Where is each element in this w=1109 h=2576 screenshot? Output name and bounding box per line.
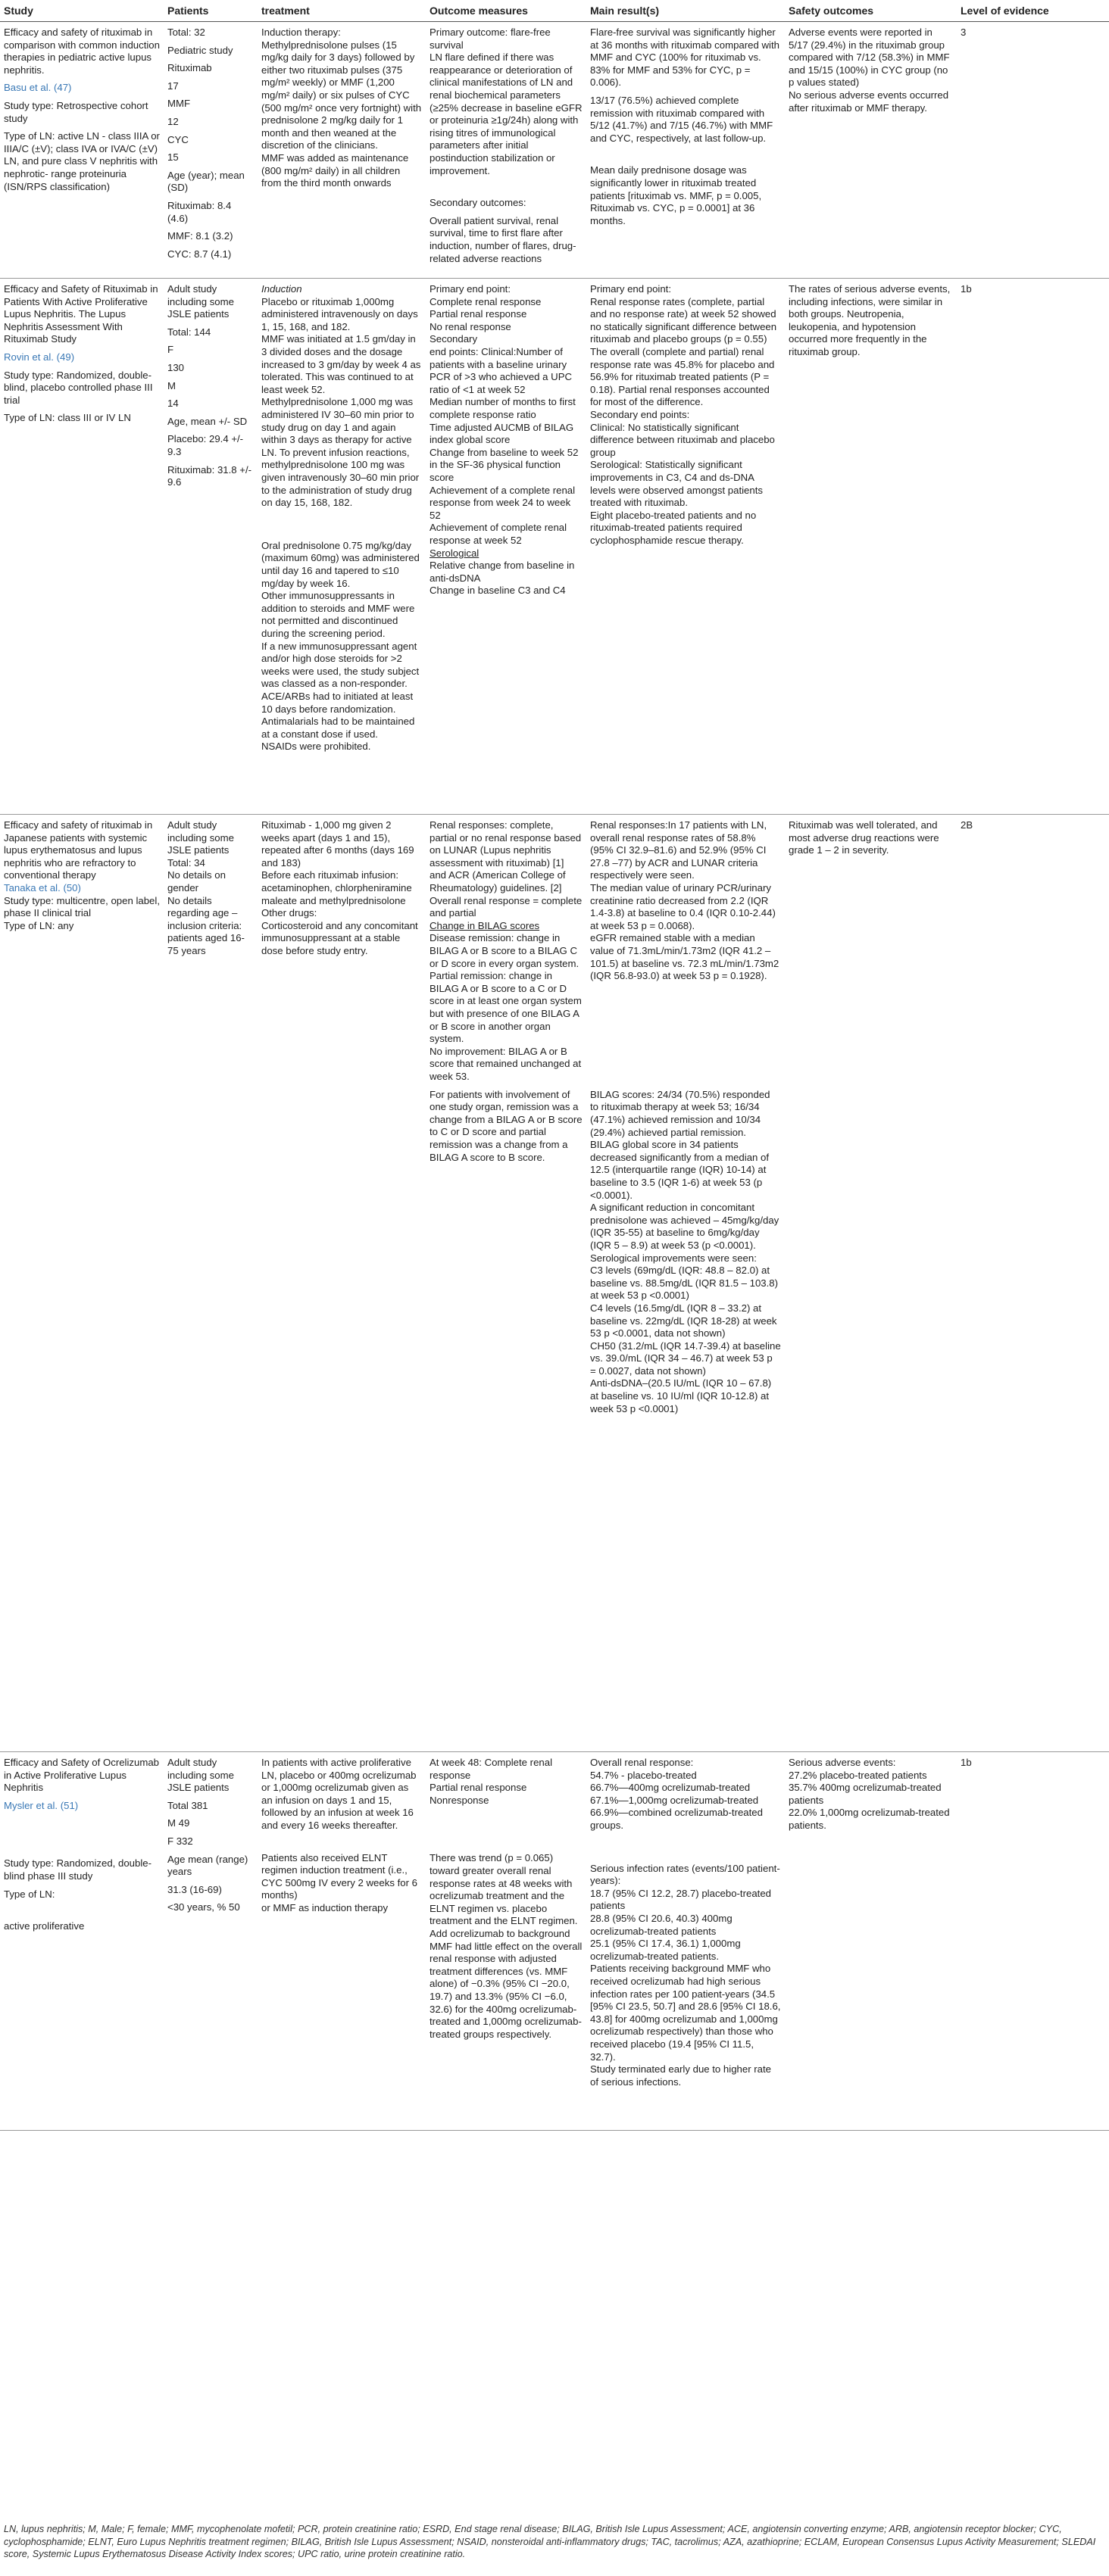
citation-link[interactable]: Rovin et al. (49) [4,351,75,363]
header-outcome: Outcome measures [426,0,586,22]
main-results-cell: Primary end point: Renal response rates (complete, partial and no response rate) at week 52 showed no statically significant difference between rituximab and placebo groups (p = 0.55) The overall (complete and partial) renal response rate was 45.8% for placebo and 56.9% for rituximab treated patients (P = 0.18). Partial renal responses accounted for most of the difference. Secondary end points: Clinical: No statistically significant difference between rituximab and placebo group Serological: Statistically significant improvements in C3, C4 and ds-DNA levels were observed amongst patients treated with rituximab. Eight placebo-treated patients and no rituximab-treated patients required cyclophosphamide rescue therapy. [586,279,785,815]
table-footnote: LN, lupus nephritis; M, Male; F, female; MMF, mycophenolate mofetil; PCR, protein creatinine ratio; ESRD, End stage renal disease; BILAG, British Isle Lupus Assessment; ACE, angiotensin converting enzyme; ARB, angiotensin receptor blocker; CYC, cyclophosphamide; ELNT, Euro Lupus Nephritis treatment regimen; BILAG, British Isle Lupus Assessment; NSAID, nonsteroidal anti-inflammatory drugs; TAC, tacrolimus; AZA, azathioprine; ECLAM, European Consensus Lupus Activity Measurement; SLEDAI score, Systemic Lupus Erythematosus Disease Activity Index scores; UPC ratio, urine protein creatinine ratio. [4,2524,1096,2559]
table-header-row [0,0,1109,22]
header-treatment: treatment [258,0,426,22]
header-main-results: Main result(s) [586,0,785,22]
study-cell: Efficacy and Safety of Rituximab in Patients With Active Proliferative Lupus Nephritis. The Lupus Nephritis Assessment With Rituximab Study Rovin et al. (49) Study type: Randomized, double-blind, placebo controlled phase III trial Type of LN: class III or IV LN [0,279,164,815]
treatment-cell: Induction therapy: Methylprednisolone pulses (15 mg/kg daily for 3 days) followed by either two rituximab pulses (375 mg/m² weekly) or MMF (1,200 mg/m² daily) or six pulses of CYC (500 mg/m² once very fortnight) with prednisolone 2 mg/kg daily for 1 month and then weaned at the discretion of the clinicians. MMF was added as maintenance (800 mg/m² daily) in all children from the third month onwards [258,22,426,279]
table-row [0,279,1109,815]
level-cell: 3 [957,22,1109,279]
safety-cell: Serious adverse events: 27.2% placebo-treated patients 35.7% 400mg ocrelizumab-treated patients 22.0% 1,000mg ocrelizumab-treated patients. [785,1752,957,2131]
citation-link[interactable]: Tanaka et al. (50) [4,882,81,894]
patients-cell: Adult study including some JSLE patients Total: 144 F 130 M 14 Age, mean +/- SD Placebo: 29.4 +/- 9.3 Rituximab: 31.8 +/- 9.6 [164,279,258,815]
main-results-cell: Renal responses:In 17 patients with LN, overall renal response rates of 58.8% (95% CI 32.9–81.6) and 52.9% (95% CI 27.8 –77) by ACR and LUNAR criteria respectively were seen. The median value of urinary PCR/urinary creatinine ratio decreased from 2.2 (IQR 1.4-3.8) at baseline to 0.4 (IQR 0.10-2.44) at week 53 p = 0.0068). eGFR remained stable with a median value of 71.3mL/min/1.73m2 (IQR 41.2 – 101.5) at baseline vs. 72.3 mL/min/1.73m2 (IQR 56.8-93.0) at week 53 p = 0.1928). BILAG scores: 24/34 (70.5%) responded to rituximab therapy at week 53; 16/34 (47.1%) achieved remission and 10/34 (29.4%) achieved partial remission. BILAG global score in 34 patients decreased significantly from a median of 12.5 (interquartile range (IQR) 10-14) at baseline to 3.5 (IQR 1-6) at week 53 (p <0.0001). A significant reduction in concomitant prednisolone was achieved – 45mg/kg/day (IQR 35-55) at baseline to 6mg/kg/day (IQR 5 – 8.9) at week 53 (p <0.0001). Serological improvements were seen: C3 levels (69mg/dL (IQR: 48.8 – 82.0) at baseline vs. 88.5mg/dL (IQR 81.5 – 103.8) at week 53 p <0.0001) C4 levels (16.5mg/dL (IQR 8 – 33.2) at baseline vs. 22mg/dL (IQR 18-28) at week 53 p <0.0001, data not shown) CH50 (31.2/mL (IQR 14.7-39.4) at baseline vs. 39.0/mL (IQR 34 – 46.7) at week 53 p = 0.0027, data not shown) Anti-dsDNA–(20.5 IU/mL (IQR 10 – 67.8) at baseline vs. 10 IU/ml (IQR 10-12.8) at week 53 p <0.0001) [586,815,785,1752]
citation-link[interactable]: Mysler et al. (51) [4,1799,79,1811]
patients-cell: Adult study including some JSLE patients Total 381 M 49 F 332 Age mean (range) years 31.3 (16-69) <30 years, % 50 [164,1752,258,2131]
outcome-cell: At week 48: Complete renal response Partial renal response Nonresponse There was trend (p = 0.065) toward greater overall renal response rates at 48 weeks with ocrelizumab treatment and the ELNT regimen vs. placebo treatment and the ELNT regimen. Add ocrelizumab to background MMF had little effect on the overall renal response with adjusted treatment differences (vs. MMF alone) of −0.3% (95% CI −20.0, 19.7) and 13.3% (95% CI −6.0, 32.6) for the 400mg ocrelizumab-treated and 1,000mg ocrelizumab-treated groups respectively. [426,1752,586,2131]
table-row [0,815,1109,1752]
study-cell: Efficacy and Safety of Ocrelizumab in Active Proliferative Lupus Nephritis Mysler et al. (51) Study type: Randomized, double-blind phase III study Type of LN: active proliferative [0,1752,164,2131]
treatment-cell: In patients with active proliferative LN, placebo or 400mg ocrelizumab or 1,000mg ocrelizumab given as an infusion on days 1 and 15, followed by an infusion at week 16 and every 16 weeks thereafter. Patients also received ELNT regimen induction treatment (i.e., CYC 500mg IV every 2 weeks for 6 months) or MMF as induction therapy [258,1752,426,2131]
treatment-cell: Rituximab - 1,000 mg given 2 weeks apart (days 1 and 15), repeated after 6 months (days 169 and 183) Before each rituximab infusion: acetaminophen, chlorpheniramine maleate and methylprednisolone Other drugs: Corticosteroid and any concomitant immunosuppressant at a stable dose before study entry. [258,815,426,1752]
main-results-cell: Flare-free survival was significantly higher at 36 months with rituximab compared with MMF and CYC (100% for rituximab vs. 83% for MMF and 53% for CYC, p = 0.006). 13/17 (76.5%) achieved complete remission with rituximab compared with 5/12 (41.7%) and 7/15 (46.7%) with MMF and CYC, respectively, at last follow-up. Mean daily prednisone dosage was significantly lower in rituximab treated patients [rituximab vs. MMF, p = 0.005, Rituximab vs. CYC, p = 0.0001] at 36 months. [586,22,785,279]
safety-cell: Adverse events were reported in 5/17 (29.4%) in the rituximab group compared with 7/12 (58.3%) in MMF and 15/15 (100%) in CYC group (no p values stated) No serious adverse events occurred after rituximab or MMF therapy. [785,22,957,279]
safety-cell: The rates of serious adverse events, including infections, were similar in both groups. Neutropenia, leukopenia, and hypotension occurred more frequently in the rituximab group. [785,279,957,815]
study-cell: Efficacy and safety of rituximab in comparison with common induction therapies in pediatric active lupus nephritis. Basu et al. (47) Study type: Retrospective cohort study Type of LN: active LN - class IIIA or IIIA/C (±V); class IVA or IVA/C (±V) LN, and pure class V nephritis with nephrotic- range proteinuria (ISN/RPS classification) [0,22,164,279]
citation-link[interactable]: Basu et al. (47) [4,82,72,94]
header-level: Level of evidence [957,0,1109,22]
outcome-cell: Primary outcome: flare-free survival LN flare defined if there was reappearance or deterioration of clinical manifestations of LN and renal biochemical parameters (≥25% decrease in baseline eGFR or proteinuria ≥1g/24h) along with rising titres of immunological parameters after initial postinduction stabilization or improvement. Secondary outcomes: Overall patient survival, renal survival, time to first flare after induction, number of flares, drug-related adverse reactions [426,22,586,279]
outcome-cell: Renal responses: complete, partial or no renal response based on LUNAR (Lupus nephritis assessment with rituximab) [1] and ACR (American College of Rheumatology) guidelines. [2] Overall renal response = complete and partial Change in BILAG scores Disease remission: change in BILAG A or B score to a BILAG C or D score in every organ system. Partial remission: change in BILAG A or B score to a C or D score in at least one organ system but with presence of one BILAG A or B score in another organ system. No improvement: BILAG A or B score that remained unchanged at week 53. For patients with involvement of one study organ, remission was a change from a BILAG A or B score to C or D score and partial remission was a change from a BILAG A score to B score. [426,815,586,1752]
header-patients: Patients [164,0,258,22]
patients-cell: Adult study including some JSLE patients Total: 34 No details on gender No details regarding age – inclusion criteria: patients aged 16-75 years [164,815,258,1752]
outcome-cell: Primary end point: Complete renal response Partial renal response No renal response Secondary end points: Clinical:Number of patients with a baseline urinary PCR of >3 who achieved a UPC ratio of <1 at week 52 Median number of months to first complete response ratio Time adjusted AUCMB of BILAG index global score Change from baseline to week 52 in the SF-36 physical function score Achievement of a complete renal response from week 24 to week 52 Achievement of complete renal response at week 52 Serological Relative change from baseline in anti-dsDNA Change in baseline C3 and C4 [426,279,586,815]
main-results-cell: Overall renal response: 54.7% - placebo-treated 66.7%—400mg ocrelizumab-treated 67.1%—1,000mg ocrelizumab-treated 66.9%—combined ocrelizumab-treated groups. Serious infection rates (events/100 patient-years): 18.7 (95% CI 12.2, 28.7) placebo-treated patients 28.8 (95% CI 20.6, 40.3) 400mg ocrelizumab-treated patients 25.1 (95% CI 17.4, 36.1) 1,000mg ocrelizumab-treated patients. Patients receiving background MMF who received ocrelizumab had high serious infection rates per 100 patient-years (34.5 [95% CI 23.5, 50.7] and 28.6 [95% CI 18.6, 43.8] for 400mg ocrelizumab and 1,000mg ocrelizumab respectively) than those who received placebo (19.4 [95% CI 11.5, 32.7). Study terminated early due to higher rate of serious infections. [586,1752,785,2131]
treatment-cell: Induction Placebo or rituximab 1,000mg administered intravenously on days 1, 15, 168, and 182. MMF was initiated at 1.5 gm/day in 3 divided doses and the dosage increased to 3 gm/day by week 4 as tolerated. This was continued to at least week 52. Methylprednisolone 1,000 mg was administered IV 30–60 min prior to study drug on day 1 and again within 3 days as therapy for active LN. To prevent infusion reactions, methylprednisolone 100 mg was given intravenously 30–60 min prior to the administration of study drug on day 15, 168, 182. Oral prednisolone 0.75 mg/kg/day (maximum 60mg) was administered until day 16 and tapered to ≤10 mg/day by week 16. Other immunosuppressants in addition to steroids and MMF were not permitted and discontinued during the screening period. If a new immunosuppressant agent and/or high dose steroids for >2 weeks were used, the study subject was classed as a non-responder. ACE/ARBs had to initiated at least 10 days before randomization. Antimalarials had to be maintained at a constant dose if used. NSAIDs were prohibited. [258,279,426,815]
safety-cell: Rituximab was well tolerated, and most adverse drug reactions were grade 1 – 2 in severity. [785,815,957,1752]
header-safety: Safety outcomes [785,0,957,22]
table-row [0,22,1109,279]
study-cell: Efficacy and safety of rituximab in Japanese patients with systemic lupus erythematosus and lupus nephritis who are refractory to conventional therapy Tanaka et al. (50) Study type: multicentre, open label, phase II clinical trial Type of LN: any [0,815,164,1752]
patients-cell: Total: 32 Pediatric study Rituximab 17 MMF 12 CYC 15 Age (year); mean (SD) Rituximab: 8.4 (4.6) MMF: 8.1 (3.2) CYC: 8.7 (4.1) [164,22,258,279]
level-cell: 1b [957,1752,1109,2131]
level-cell: 2B [957,815,1109,1752]
table-row [0,1752,1109,2131]
level-cell: 1b [957,279,1109,815]
header-study: Study [0,0,164,22]
